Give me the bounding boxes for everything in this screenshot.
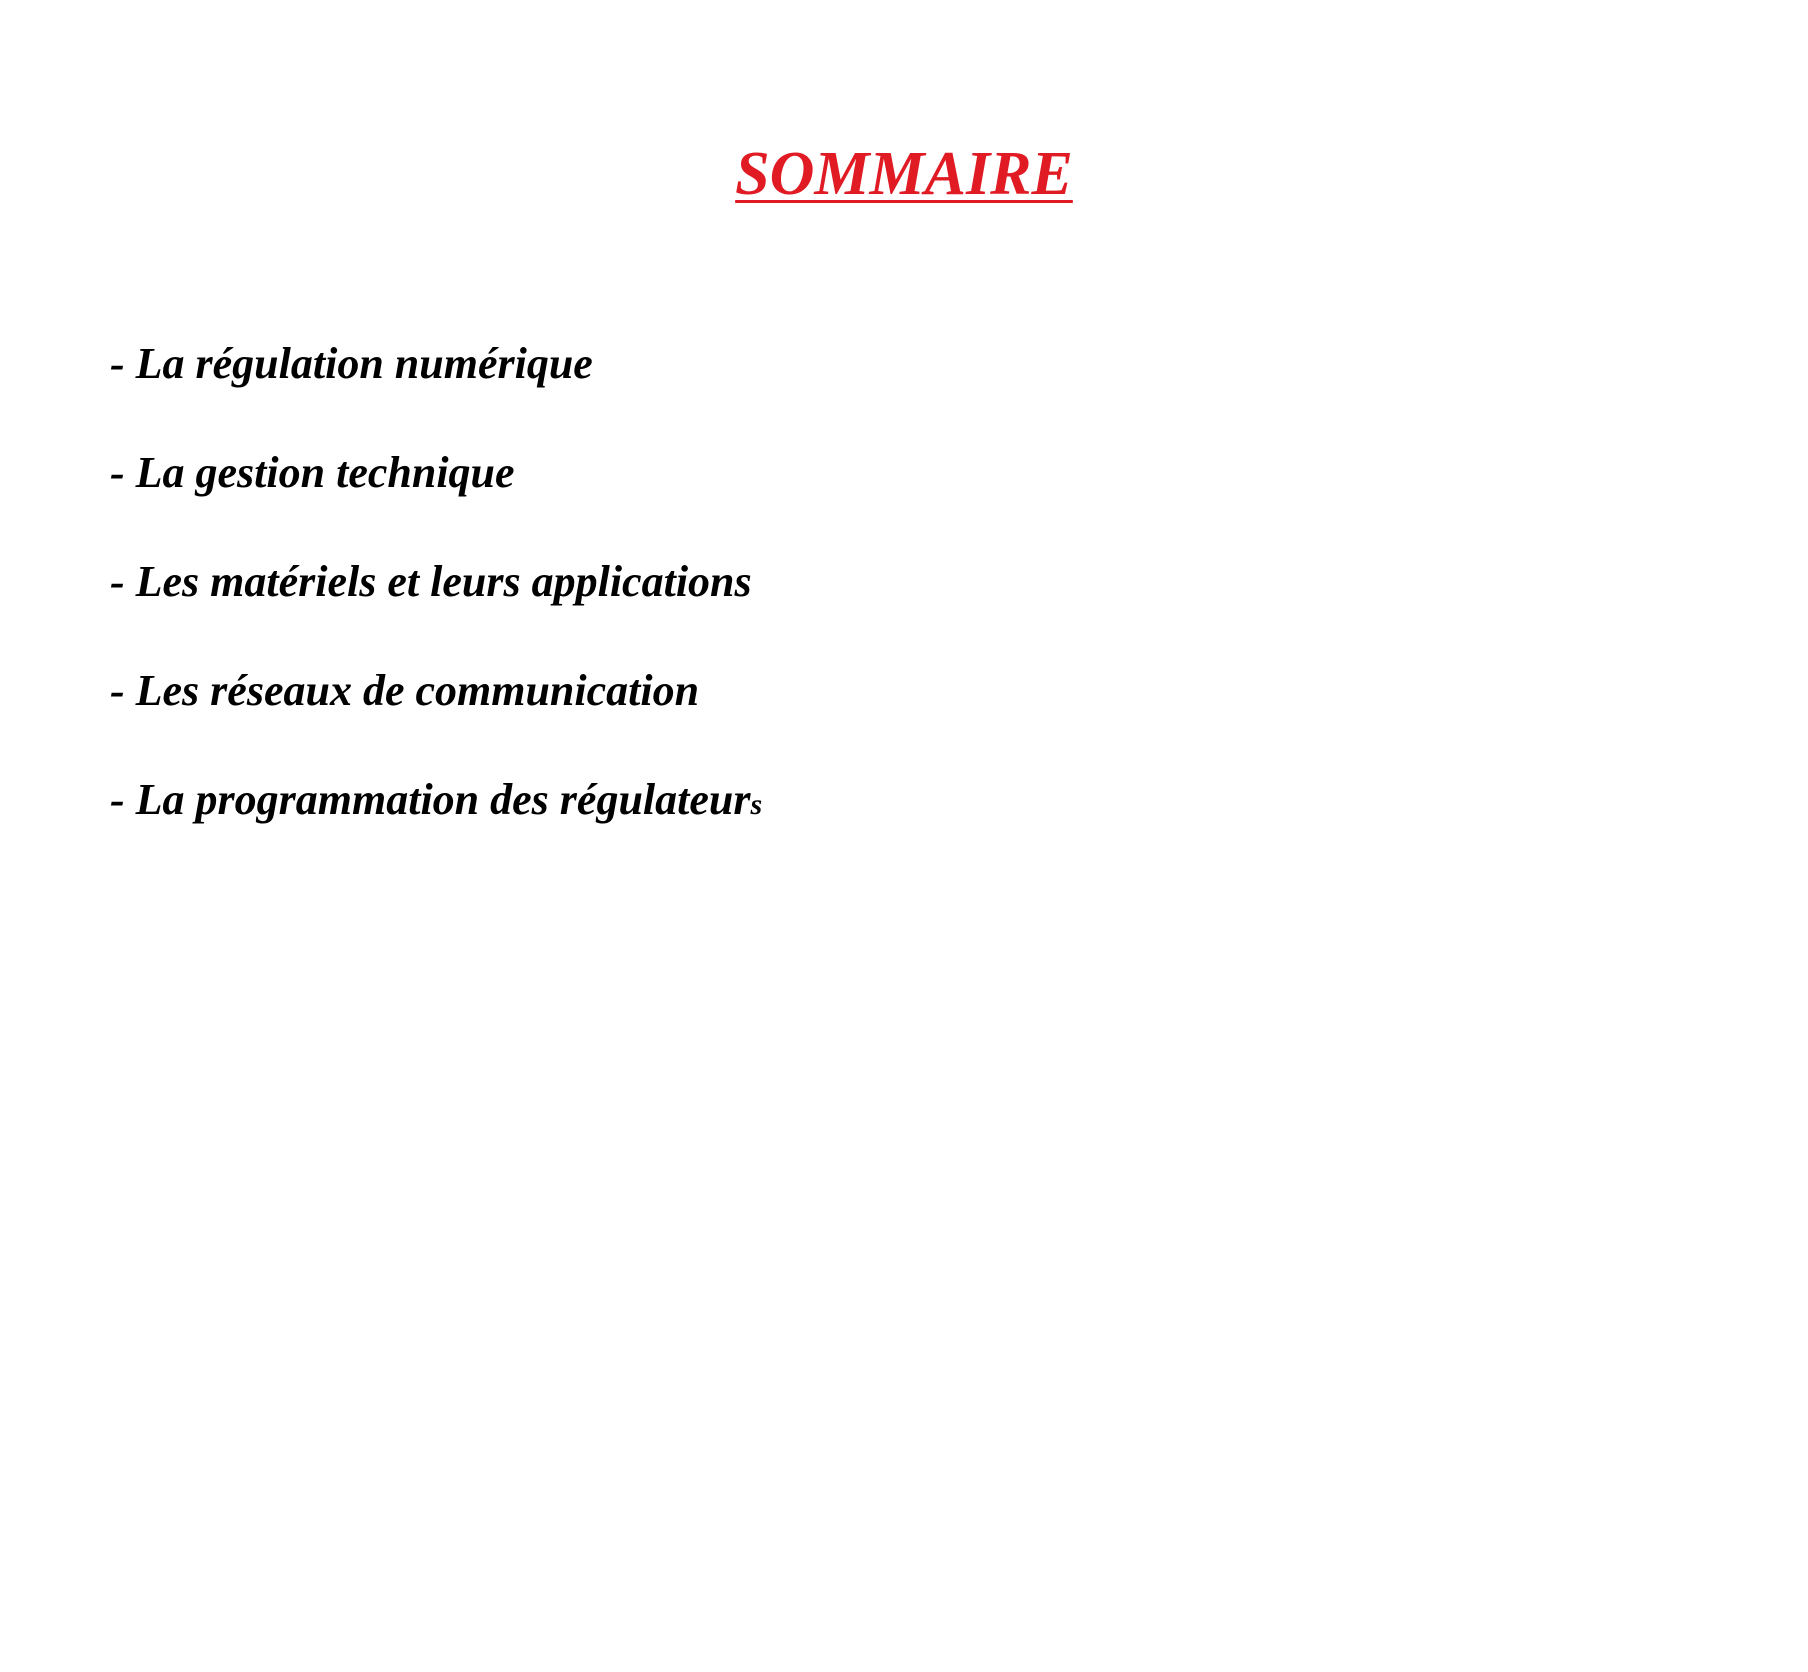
toc-item-reseaux-communication: [110, 662, 762, 771]
toc-item-materiels-applications: [110, 553, 762, 662]
page-title: SOMMAIRE: [735, 140, 1073, 208]
toc-item-programmation-regulateurs: [110, 771, 762, 880]
toc-item-text: - La régulation numérique: [110, 339, 593, 388]
toc-item-gestion-technique: [110, 444, 762, 553]
toc-item-suffix: s: [750, 788, 763, 821]
toc-item-text: - La gestion technique: [110, 448, 515, 497]
table-of-contents: [110, 335, 762, 880]
toc-item-text: - La programmation des régulateur: [110, 775, 751, 824]
toc-item-text: - Les réseaux de communication: [110, 666, 700, 715]
toc-item-regulation-numerique: [110, 335, 762, 444]
toc-item-text: - Les matériels et leurs applications: [110, 557, 752, 606]
